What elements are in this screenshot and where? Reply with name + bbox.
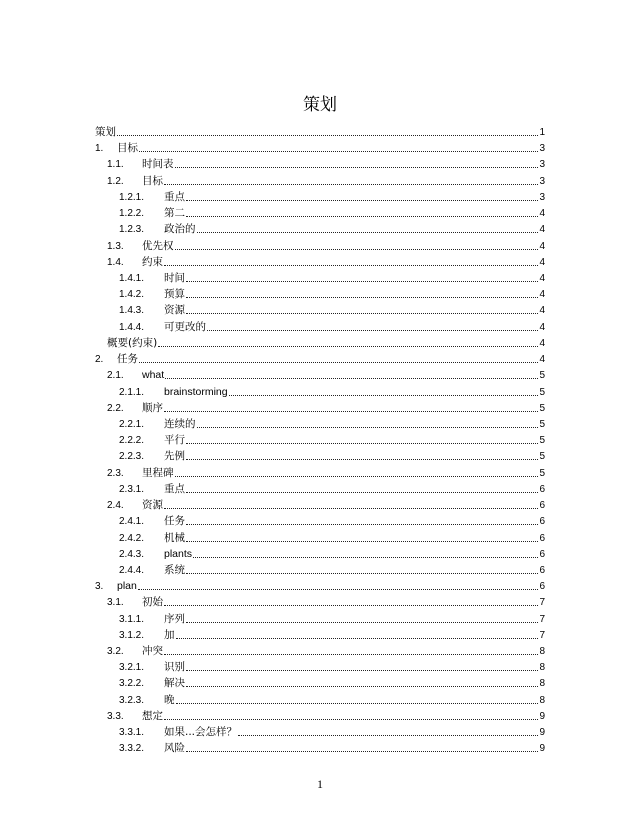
- toc-dot-leader: [139, 149, 538, 152]
- toc-entry-page: 8: [539, 694, 545, 706]
- toc-entry-number: 2.3.1.: [119, 483, 145, 495]
- toc-entry-title: 任务: [117, 353, 138, 366]
- toc-entry-number: 2.4.1.: [119, 516, 145, 528]
- footer-page-number: 1: [317, 777, 323, 791]
- toc-entry[interactable]: [107, 496, 545, 512]
- toc-dot-leader: [186, 522, 538, 525]
- toc-entry-page: 9: [539, 727, 545, 739]
- toc-entry-title: 如果...会怎样？: [164, 726, 238, 739]
- toc-entry-number: 3.1.2.: [119, 629, 145, 641]
- toc-entry-page: 4: [539, 240, 545, 252]
- toc-entry-number: 1.4.3.: [119, 305, 145, 317]
- toc-dot-leader: [186, 295, 538, 298]
- toc-entry[interactable]: [119, 658, 545, 674]
- toc-entry-page: 3: [539, 191, 545, 203]
- toc-dot-leader: [229, 393, 539, 396]
- toc-entry-page: 3: [539, 175, 545, 187]
- toc-entry-title: 顺序: [142, 401, 163, 414]
- toc-entry-title: 连续的: [164, 417, 196, 430]
- toc-entry[interactable]: [95, 577, 545, 593]
- toc-dot-leader: [193, 555, 538, 558]
- toc-entry-title: 序列: [164, 612, 185, 625]
- toc-entry-title: 解决: [164, 677, 185, 690]
- toc-entry[interactable]: [119, 529, 545, 545]
- toc-entry-title: 任务: [164, 515, 185, 528]
- toc-dot-leader: [186, 311, 538, 314]
- toc-entry-title: 政治的: [164, 223, 196, 236]
- toc-dot-leader: [139, 360, 538, 363]
- toc-dot-leader: [164, 717, 538, 720]
- toc-dot-leader: [164, 182, 538, 185]
- toc-entry-title: 概要(约束): [107, 336, 158, 349]
- toc-entry-title: 先例: [164, 450, 185, 463]
- toc-entry-page: 3: [539, 159, 545, 171]
- toc-entry-page: 4: [539, 208, 545, 220]
- toc-entry-page: 6: [539, 581, 545, 593]
- toc-entry-page: 7: [539, 597, 545, 609]
- toc-entry[interactable]: [107, 253, 545, 269]
- toc-entry[interactable]: [107, 237, 545, 253]
- toc-entry-page: 7: [539, 629, 545, 641]
- toc-dot-leader: [186, 684, 538, 687]
- toc-entry-number: 1.2.3.: [119, 224, 145, 236]
- toc-dot-leader: [138, 587, 539, 590]
- toc-dot-leader: [238, 733, 538, 736]
- toc-entry-page: 5: [539, 467, 545, 479]
- toc-entry-number: 1.4.: [107, 256, 124, 268]
- toc-dot-leader: [186, 668, 538, 671]
- toc-entry-number: 2.1.1.: [119, 386, 145, 398]
- toc-dot-leader: [197, 230, 539, 233]
- toc-entry-number: 1.4.2.: [119, 289, 145, 301]
- toc-entry[interactable]: [119, 285, 545, 301]
- toc-entry-title: 重点: [164, 482, 185, 495]
- toc-entry-page: 6: [539, 548, 545, 560]
- toc-entry[interactable]: [119, 610, 545, 626]
- toc-dot-leader: [186, 279, 538, 282]
- toc-dot-leader: [186, 214, 538, 217]
- toc-entry-page: 6: [539, 564, 545, 576]
- toc-entry[interactable]: [95, 350, 545, 366]
- toc-entry-page: 5: [539, 435, 545, 447]
- toc-entry-title: 资源: [164, 304, 185, 317]
- toc-entry[interactable]: [119, 269, 545, 285]
- toc-dot-leader: [186, 198, 538, 201]
- toc-entry[interactable]: [107, 464, 545, 480]
- toc-dot-leader: [186, 441, 538, 444]
- toc-dot-leader: [186, 571, 538, 574]
- toc-entry-number: 2.2.2.: [119, 435, 145, 447]
- toc-entry-title: 目标: [142, 174, 163, 187]
- toc-entry-title: 平行: [164, 434, 185, 447]
- toc-entry[interactable]: [119, 480, 545, 496]
- toc-entry-page: 5: [539, 451, 545, 463]
- toc-dot-leader: [158, 344, 538, 347]
- toc-entry[interactable]: [119, 626, 545, 642]
- toc-dot-leader: [186, 457, 538, 460]
- document-title: 策划: [303, 95, 337, 115]
- toc-entry-number: 3.: [95, 581, 104, 593]
- toc-dot-leader: [175, 247, 539, 250]
- toc-entry-page: 4: [539, 256, 545, 268]
- toc-entry-page: 4: [539, 321, 545, 333]
- toc-entry-number: 1.2.2.: [119, 208, 145, 220]
- toc-dot-leader: [164, 652, 538, 655]
- toc-entry[interactable]: [107, 399, 545, 415]
- toc-dot-leader: [176, 701, 539, 704]
- toc-entry-page: 6: [539, 532, 545, 544]
- toc-entry-number: 3.1.: [107, 597, 124, 609]
- toc-entry-page: 4: [539, 337, 545, 349]
- toc-entry[interactable]: [119, 723, 545, 739]
- toc-dot-leader: [164, 409, 538, 412]
- toc-entry-page: 6: [539, 516, 545, 528]
- toc-dot-leader: [207, 328, 538, 331]
- toc-entry[interactable]: [119, 431, 545, 447]
- toc-entry-number: 2.1.: [107, 370, 124, 382]
- toc-entry-title: plants: [164, 547, 193, 560]
- toc-dot-leader: [164, 506, 538, 509]
- toc-entry-number: 2.4.3.: [119, 548, 145, 560]
- toc-dot-leader: [175, 165, 539, 168]
- toc-entry[interactable]: [119, 545, 545, 561]
- toc-entry[interactable]: [107, 593, 545, 609]
- toc-entry-title: 第二: [164, 207, 185, 220]
- toc-entry[interactable]: [107, 642, 545, 658]
- toc-entry[interactable]: [119, 318, 545, 334]
- toc-entry-title: plan: [117, 580, 137, 593]
- toc-entry-title: brainstorming: [164, 385, 228, 398]
- toc-dot-leader: [164, 263, 538, 266]
- toc-entry-title: what: [142, 369, 165, 382]
- toc-dot-leader: [164, 603, 538, 606]
- toc-entry-number: 1.2.1.: [119, 191, 145, 203]
- toc-entry[interactable]: [119, 691, 545, 707]
- toc-entry-number: 3.2.: [107, 646, 124, 658]
- toc-entry-title: 初始: [142, 596, 163, 609]
- toc-entry-number: 2.: [95, 354, 104, 366]
- toc-entry-title: 机械: [164, 531, 185, 544]
- toc-entry-number: 1.2.: [107, 175, 124, 187]
- toc-entry-number: 2.4.4.: [119, 564, 145, 576]
- toc-dot-leader: [186, 490, 538, 493]
- toc-entry-title: 预算: [164, 288, 185, 301]
- toc-entry-page: 8: [539, 678, 545, 690]
- toc-dot-leader: [176, 636, 539, 639]
- toc-entry-title: 目标: [117, 142, 138, 155]
- toc-entry[interactable]: [119, 204, 545, 220]
- toc-entry-number: 1.1.: [107, 159, 124, 171]
- toc-entry-page: 5: [539, 386, 545, 398]
- toc-entry[interactable]: [119, 415, 545, 431]
- toc-entry-page: 3: [539, 143, 545, 155]
- toc-entry[interactable]: [119, 383, 545, 399]
- toc-entry-number: 2.3.: [107, 467, 124, 479]
- toc-dot-leader: [165, 376, 538, 379]
- toc-entry-number: 3.3.: [107, 710, 124, 722]
- toc-entry-title: 重点: [164, 190, 185, 203]
- toc-entry-title: 想定: [142, 709, 163, 722]
- toc-entry-page: 6: [539, 500, 545, 512]
- toc-entry-number: 1.4.4.: [119, 321, 145, 333]
- toc-entry-number: 3.1.1.: [119, 613, 145, 625]
- toc-entry-number: 3.3.1.: [119, 727, 145, 739]
- toc-entry-title: 时间表: [142, 158, 174, 171]
- toc-entry-page: 4: [539, 224, 545, 236]
- toc-entry[interactable]: [119, 512, 545, 528]
- toc-entry-page: 6: [539, 483, 545, 495]
- toc-dot-leader: [186, 749, 538, 752]
- toc-entry-title: 识别: [164, 661, 185, 674]
- toc-entry-title: 系统: [164, 563, 185, 576]
- toc-entry[interactable]: [107, 334, 545, 350]
- toc-entry-number: 2.2.1.: [119, 418, 145, 430]
- toc-entry-number: 2.2.: [107, 402, 124, 414]
- toc-entry-page: 8: [539, 646, 545, 658]
- toc-entry-page: 5: [539, 418, 545, 430]
- toc-entry-number: 1.4.1.: [119, 272, 145, 284]
- toc-entry-page: 4: [539, 272, 545, 284]
- toc-entry-page: 5: [539, 370, 545, 382]
- toc-entry-title: 约束: [142, 255, 163, 268]
- toc-entry[interactable]: [119, 220, 545, 236]
- toc-entry-number: 3.2.2.: [119, 678, 145, 690]
- toc-entry-number: 1.3.: [107, 240, 124, 252]
- toc-dot-leader: [186, 620, 538, 623]
- toc-entry-title: 资源: [142, 499, 163, 512]
- toc-entry-number: 2.4.2.: [119, 532, 145, 544]
- toc-entry[interactable]: [119, 447, 545, 463]
- toc-entry-page: 5: [539, 402, 545, 414]
- toc-entry[interactable]: [95, 123, 545, 139]
- toc-entry[interactable]: [95, 139, 545, 155]
- toc-entry-page: 7: [539, 613, 545, 625]
- toc-entry[interactable]: [119, 739, 545, 755]
- toc-entry[interactable]: [119, 674, 545, 690]
- toc-entry-page: 4: [539, 289, 545, 301]
- toc-entry-page: 9: [539, 710, 545, 722]
- toc-entry-number: 3.2.3.: [119, 694, 145, 706]
- toc-dot-leader: [175, 474, 539, 477]
- toc-entry[interactable]: [107, 172, 545, 188]
- toc-entry-title: 冲突: [142, 645, 163, 658]
- toc-entry-title: 加: [164, 628, 175, 641]
- toc-entry-title: 时间: [164, 271, 185, 284]
- toc-entry[interactable]: [119, 188, 545, 204]
- toc-entry-title: 晚: [164, 693, 175, 706]
- toc-entry-title: 里程碑: [142, 466, 174, 479]
- toc-entry-page: 9: [539, 743, 545, 755]
- toc-entry-number: 1.: [95, 143, 104, 155]
- toc-entry-title: 可更改的: [164, 320, 206, 333]
- toc-entry[interactable]: [119, 561, 545, 577]
- toc-entry[interactable]: [119, 301, 545, 317]
- toc-dot-leader: [197, 425, 539, 428]
- toc-entry-number: 3.3.2.: [119, 743, 145, 755]
- toc-dot-leader: [117, 133, 538, 136]
- toc-entry[interactable]: [107, 707, 545, 723]
- toc-entry-title: 策划: [95, 126, 116, 138]
- toc-entry-page: 4: [539, 354, 545, 366]
- toc-entry[interactable]: [107, 366, 545, 382]
- toc-dot-leader: [186, 539, 538, 542]
- toc-entry-page: 8: [539, 662, 545, 674]
- toc-entry[interactable]: [107, 155, 545, 171]
- toc-entry-title: 优先权: [142, 239, 174, 252]
- toc-entry-title: 风险: [164, 742, 185, 755]
- toc-entry-number: 2.4.: [107, 500, 124, 512]
- toc-entry-number: 2.2.3.: [119, 451, 145, 463]
- toc-entry-number: 3.2.1.: [119, 662, 145, 674]
- toc-entry-page: 1: [539, 127, 545, 138]
- toc-entry-page: 4: [539, 305, 545, 317]
